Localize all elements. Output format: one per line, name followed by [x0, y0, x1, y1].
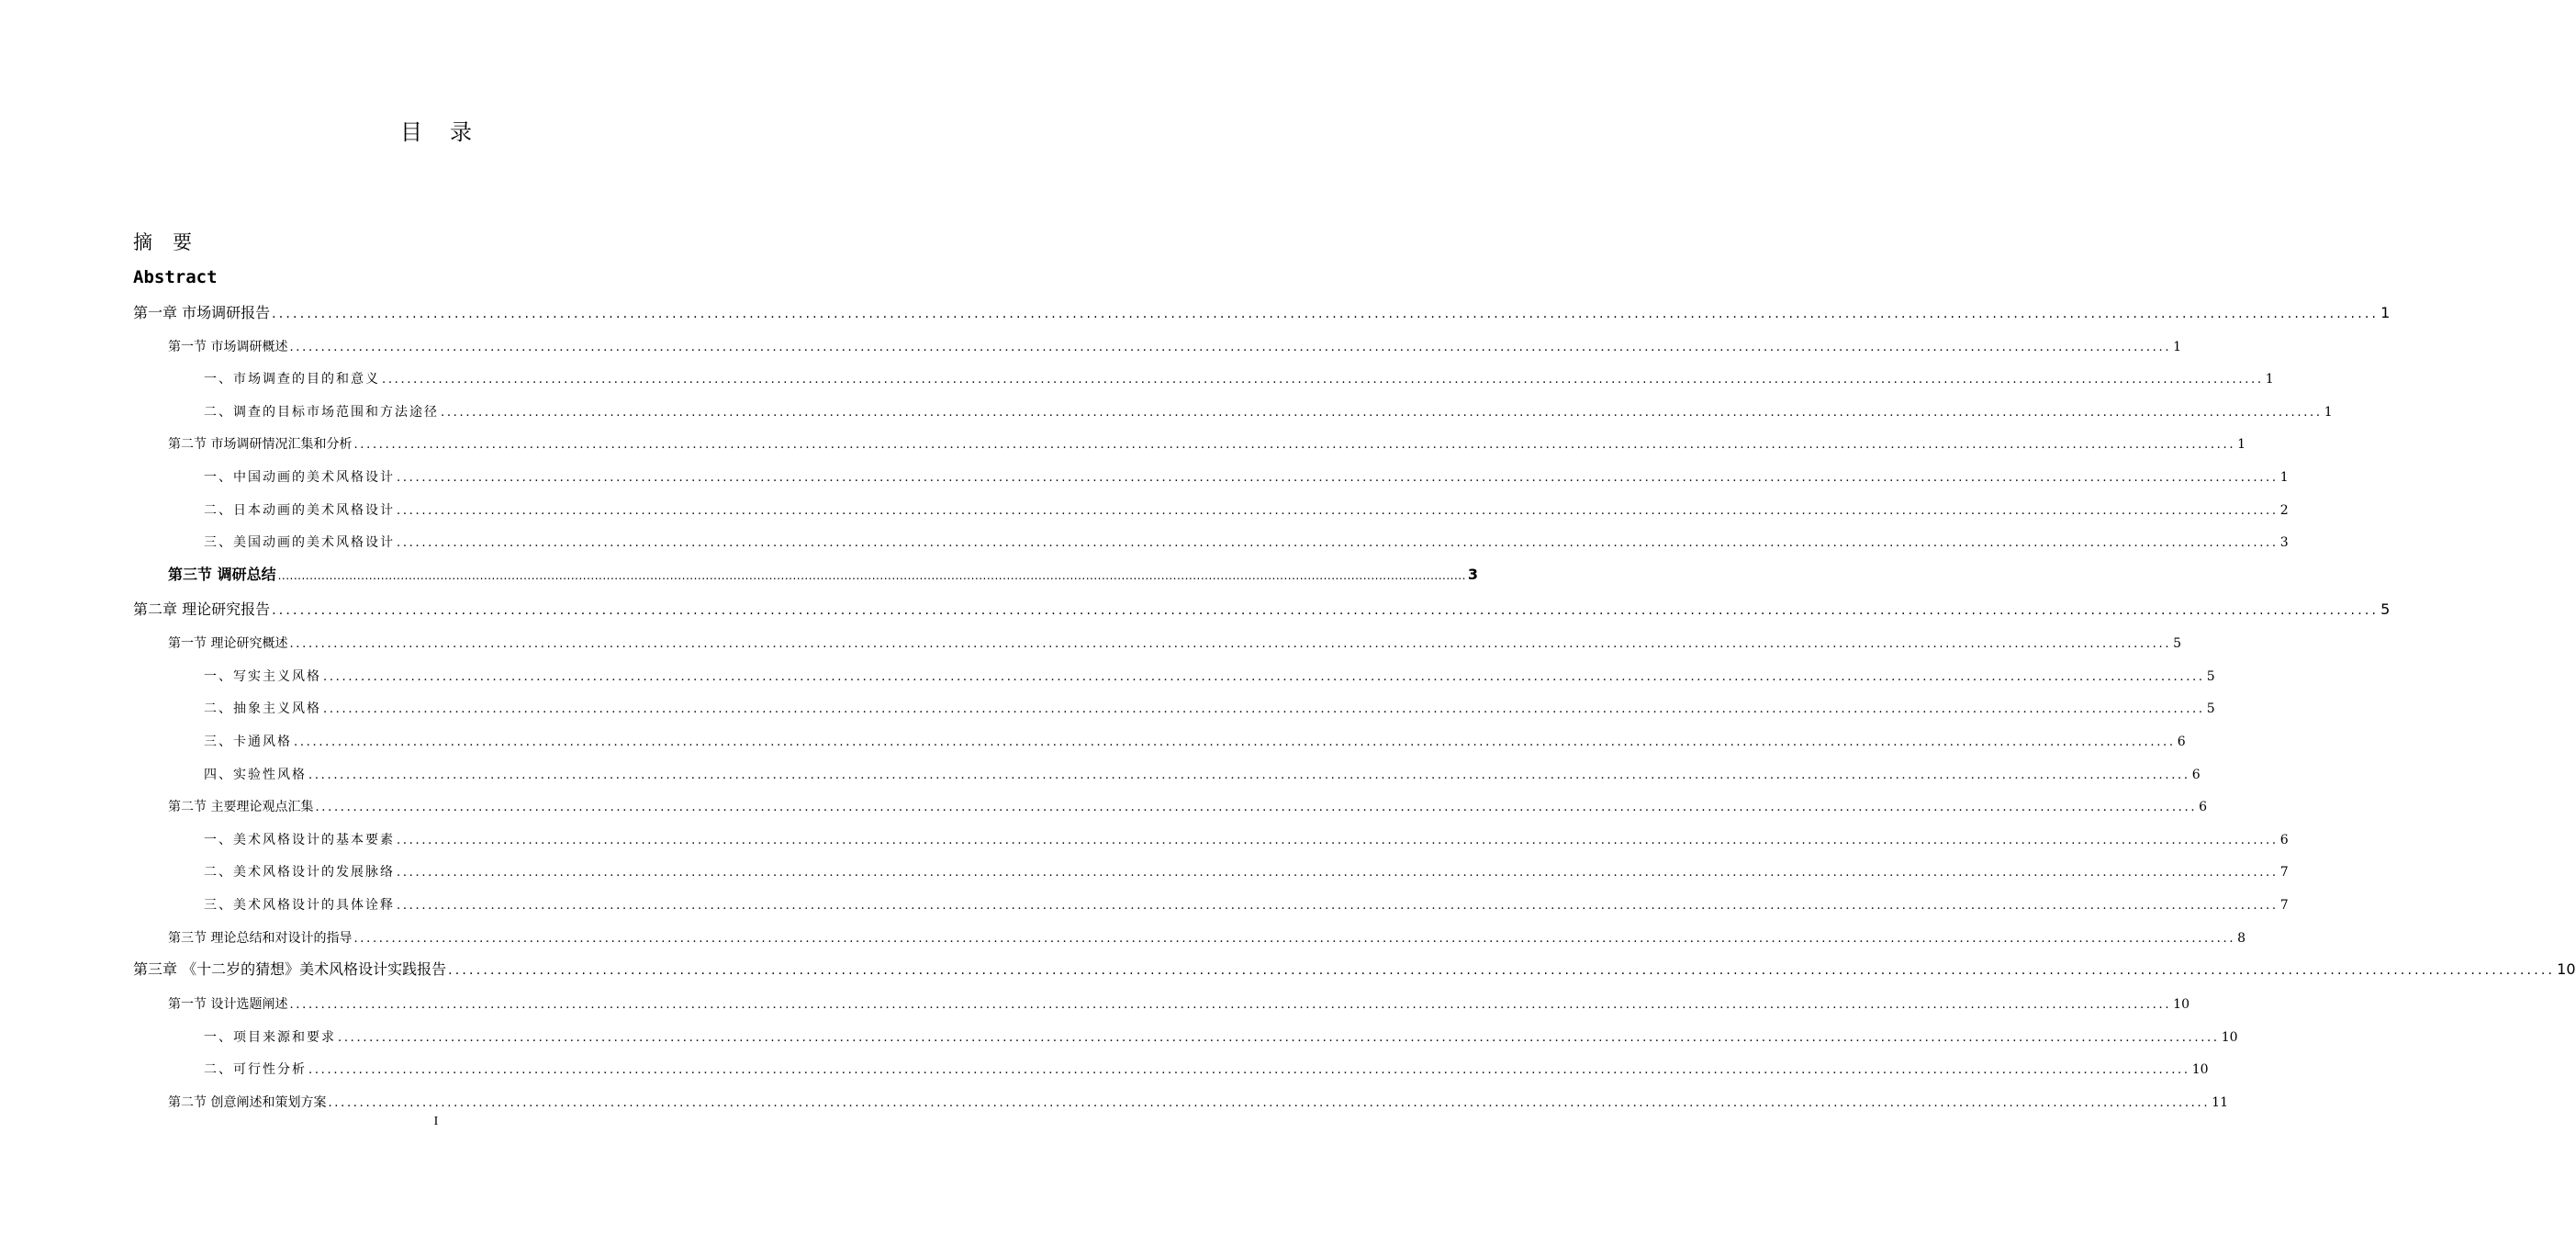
toc-entry-page: 3: [2279, 535, 2289, 550]
abstract-zh-char-1: 摘: [133, 231, 152, 253]
toc-entry-page: 1: [2265, 372, 2274, 387]
page-title-char-1: 目: [400, 119, 422, 145]
toc-entry-section-1-1[interactable]: [168, 335, 2182, 359]
toc-entry-page: 6: [2279, 833, 2289, 847]
dot-leader: ............................................................................................................................................................................................................................................................................................................: [323, 702, 2205, 716]
dot-leader: ............................................................................................................................................................................................................................................................................................................: [289, 998, 2172, 1012]
toc-entry-label: 第二节 主要理论观点汇集: [168, 800, 314, 814]
toc-entry-item-2-2-2[interactable]: [204, 860, 2289, 884]
toc-entry-label: 第三节 调研总结: [168, 566, 276, 583]
toc-entry-item-1-1-1[interactable]: [204, 367, 2274, 391]
dot-leader: ............................................................................................................................................................................................................................................................................................................: [441, 406, 2323, 420]
dot-leader: ............................................................................................................................................................................................................................................................................................................: [315, 801, 2198, 814]
toc-entry-label: 四、实验性风格: [204, 768, 307, 782]
toc-entry-page: 1: [2380, 304, 2391, 321]
toc-entry-section-1-2[interactable]: [168, 432, 2246, 456]
dot-leader: ............................................................................................................................................................................................................................................................................................................: [353, 438, 2236, 452]
footer-page-number: I: [433, 1115, 439, 1128]
dot-leader: ............................................................................................................................................................................................................................................................................................................: [308, 768, 2190, 782]
toc-entry-page: 2: [2279, 503, 2289, 518]
toc-entry-page: 10: [2557, 960, 2576, 978]
dot-leader: ............................................................................................................................................................................................................................................................................................................: [448, 963, 2556, 978]
toc-entry-item-3-1-2[interactable]: [204, 1058, 2209, 1082]
toc-entry-item-2-1-1[interactable]: [204, 665, 2215, 689]
dot-leader: ............................................................................................................................................................................................................................................................................................................: [397, 471, 2279, 485]
toc-entry-page: 1: [2279, 470, 2289, 485]
toc-entry-label: 三、美国动画的美术风格设计: [204, 535, 395, 550]
dot-leader: ............................................................................................................................................................................................................................................................................................................: [397, 899, 2279, 913]
toc-entry-item-2-2-1[interactable]: [204, 828, 2289, 852]
toc-entry-label: 第二节 市场调研情况汇集和分析: [168, 437, 353, 452]
toc-entry-item-1-2-3[interactable]: [204, 531, 2289, 555]
toc-entry-item-3-1-1[interactable]: [204, 1026, 2238, 1049]
toc-entry-page: 1: [2324, 405, 2333, 420]
dot-leader: ............................................................................................................................................................................................................................................................................................................: [397, 504, 2279, 518]
toc-entry-label: 第二章 理论研究报告: [133, 600, 271, 618]
toc-entry-section-3-1[interactable]: [168, 993, 2190, 1016]
toc-entry-label: 第三节 理论总结和对设计的指导: [168, 931, 353, 946]
abstract-zh-char-2: 要: [173, 231, 192, 253]
dot-leader: ............................................................................................................................................................................................................................................................................................................: [277, 569, 1466, 582]
toc-entry-label: 第一节 设计选题阐述: [168, 997, 288, 1012]
toc-entry-page: 10: [2221, 1030, 2238, 1045]
dot-leader: ............................................................................................................................................................................................................................................................................................................: [338, 1031, 2220, 1045]
dot-leader: ............................................................................................................................................................................................................................................................................................................: [323, 670, 2205, 684]
toc-entry-label: 第一节 理论研究概述: [168, 636, 288, 651]
dot-leader: ............................................................................................................................................................................................................................................................................................................: [353, 932, 2236, 946]
toc-entry-page: 5: [2380, 600, 2391, 618]
toc-entry-item-2-1-4[interactable]: [204, 763, 2201, 787]
toc-entry-item-2-1-3[interactable]: [204, 730, 2186, 754]
toc-entry-page: 5: [2206, 701, 2215, 716]
toc-entry-section-2-2[interactable]: [168, 795, 2208, 819]
toc-entry-label: 第一节 市场调研概述: [168, 340, 288, 354]
toc-entry-page: 7: [2279, 898, 2289, 913]
toc-entry-label: 第三章 《十二岁的猜想》美术风格设计实践报告: [133, 960, 447, 978]
toc-entry-page: 5: [2173, 636, 2182, 651]
dot-leader: ............................................................................................................................................................................................................................................................................................................: [294, 735, 2176, 749]
toc-entry-item-1-2-2[interactable]: [204, 499, 2289, 522]
toc-entry-page: 1: [2237, 437, 2246, 452]
toc-entry-page: 7: [2279, 865, 2289, 880]
toc-entry-label: 第一章 市场调研报告: [133, 304, 271, 321]
dot-leader: ............................................................................................................................................................................................................................................................................................................: [397, 834, 2279, 847]
toc-entry-label: 三、卡通风格: [204, 735, 292, 749]
page-title-char-2: 录: [450, 119, 472, 145]
toc-entry-page: 3: [1467, 566, 1479, 583]
toc-entry-page: 1: [2173, 340, 2182, 354]
toc-entry-label: 二、日本动画的美术风格设计: [204, 503, 395, 518]
toc-entry-label: 三、美术风格设计的具体诠释: [204, 898, 395, 913]
toc-entry-chapter-2[interactable]: [133, 598, 2391, 622]
dot-leader: ............................................................................................................................................................................................................................................................................................................: [382, 373, 2264, 387]
toc-entry-label: 第二节 创意阐述和策划方案: [168, 1095, 327, 1110]
toc-entry-page: 10: [2173, 997, 2190, 1012]
toc-entry-page: 11: [2212, 1095, 2228, 1110]
toc-entry-section-3-2[interactable]: [168, 1091, 2228, 1115]
toc-entry-page: 8: [2237, 931, 2246, 946]
toc-entry-label: 一、写实主义风格: [204, 669, 321, 684]
dot-leader: ............................................................................................................................................................................................................................................................................................................: [289, 637, 2172, 651]
toc-entry-section-2-3[interactable]: [168, 926, 2246, 950]
toc-entry-page: 10: [2191, 1062, 2209, 1077]
toc-entry-label: 一、市场调查的目的和意义: [204, 372, 380, 387]
toc-entry-chapter-3[interactable]: [133, 958, 2576, 982]
dot-leader: ............................................................................................................................................................................................................................................................................................................: [289, 341, 2172, 354]
toc-entry-label: 一、中国动画的美术风格设计: [204, 470, 395, 485]
toc-entry-label: 二、可行性分析: [204, 1062, 307, 1077]
toc-entry-section-2-1[interactable]: [168, 632, 2182, 656]
toc-entry-page: 5: [2206, 669, 2215, 684]
toc-entry-label: 一、美术风格设计的基本要素: [204, 833, 395, 847]
dot-leader: ............................................................................................................................................................................................................................................................................................................: [272, 603, 2380, 618]
toc-entry-item-1-2-1[interactable]: [204, 466, 2289, 489]
dot-leader: ............................................................................................................................................................................................................................................................................................................: [397, 536, 2279, 550]
abstract-en-heading[interactable]: Abstract: [133, 267, 218, 287]
toc-entry-page: 6: [2191, 768, 2201, 782]
toc-entry-label: 二、美术风格设计的发展脉络: [204, 865, 395, 880]
toc-entry-section-1-3[interactable]: [168, 563, 1479, 587]
toc-entry-page: 6: [2199, 800, 2208, 814]
toc-entry-chapter-1[interactable]: [133, 301, 2391, 325]
toc-entry-label: 二、抽象主义风格: [204, 701, 321, 716]
toc-entry-page: 6: [2177, 735, 2186, 749]
dot-leader: ............................................................................................................................................................................................................................................................................................................: [308, 1063, 2190, 1077]
dot-leader: ............................................................................................................................................................................................................................................................................................................: [397, 866, 2279, 880]
toc-entry-label: 二、调查的目标市场范围和方法途径: [204, 405, 439, 420]
toc-entry-item-2-1-2[interactable]: [204, 697, 2215, 721]
toc-entry-item-1-1-2[interactable]: [204, 400, 2333, 424]
dot-leader: ............................................................................................................................................................................................................................................................................................................: [328, 1096, 2211, 1110]
toc-entry-item-2-2-3[interactable]: [204, 893, 2289, 917]
dot-leader: ............................................................................................................................................................................................................................................................................................................: [272, 307, 2380, 321]
toc-entry-label: 一、项目来源和要求: [204, 1030, 336, 1045]
